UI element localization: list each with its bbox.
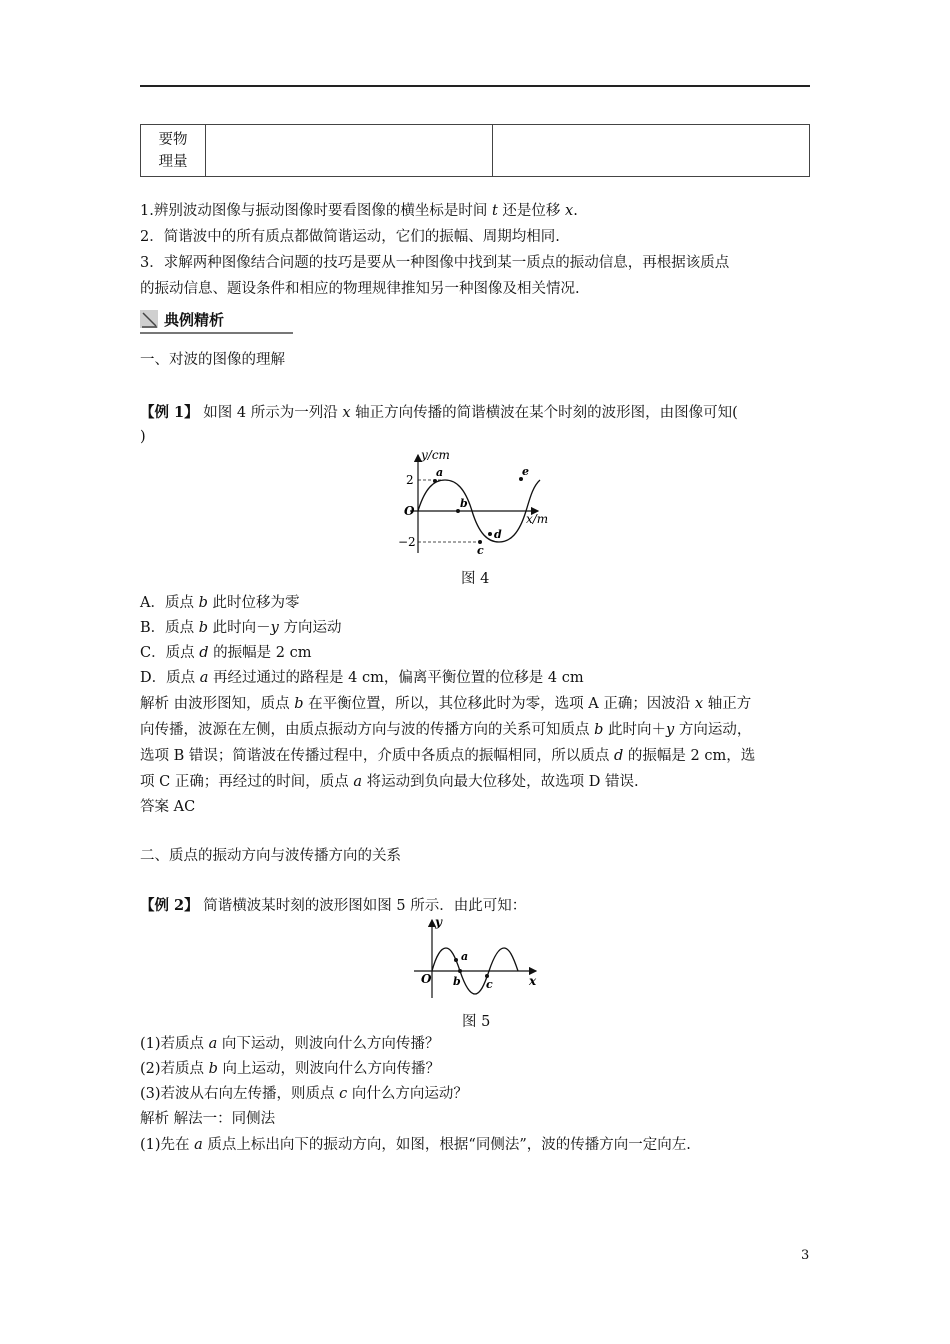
table-row-label <box>141 125 206 177</box>
x-axis-label: x <box>529 974 537 988</box>
row-label-line2: 理量 <box>158 153 188 170</box>
section-title: 典例精析 <box>164 311 225 329</box>
analysis-2-heading: 解析 解法一：同侧法 <box>140 1111 276 1127</box>
option-a: A．质点 b 此时位移为零 <box>140 595 300 611</box>
question-2: (2)若质点 b 向上运动，则波向什么方向传播？ <box>140 1061 441 1077</box>
label-e: e <box>522 465 529 478</box>
part1-heading: 一、对波的图像的理解 <box>140 352 285 368</box>
row-label-line1: 要物 <box>158 131 188 148</box>
origin-label: O <box>404 504 415 518</box>
note-3-line1: 3．求解两种图像结合问题的技巧是要从一种图像中找到某一质点的振动信息，再根据该质点 <box>140 255 730 271</box>
analysis-1-line3: 选项 B 错误；简谐波在传播过程中，介质中各质点的振幅相同，所以质点 d 的振幅是 2 cm，选 <box>140 748 756 764</box>
label-a: a <box>436 466 444 479</box>
label-d: d <box>494 528 502 541</box>
option-b: B．质点 b 此时向－y 方向运动 <box>140 620 342 636</box>
page-number: 3 <box>801 1248 810 1263</box>
part2-heading: 二、质点的振动方向与波传播方向的关系 <box>140 848 401 864</box>
label-b: b <box>460 497 468 510</box>
origin-label: O <box>421 972 432 986</box>
analysis-1-line4: 项 C 正确；再经过的时间，质点 a 将运动到负向最大位移处，故选项 D 错误. <box>140 774 639 790</box>
note-2: 2．简谐波中的所有质点都做简谐运动，它们的振幅、周期均相同. <box>140 229 560 245</box>
table-cell-vibration <box>493 125 810 177</box>
y-axis-label: y/cm <box>421 448 450 462</box>
tick-label-neg2: −2 <box>398 535 416 549</box>
label-c: c <box>477 544 484 557</box>
note-3-line2: 的振动信息、题设条件和相应的物理规律推知另一种图像及相关情况. <box>140 281 580 297</box>
analysis-1-line1: 解析 由波形图知，质点 b 在平衡位置，所以，其位移此时为零，选项 A 正确；因波沿 x 轴正方 <box>140 696 752 712</box>
option-c: C．质点 d 的振幅是 2 cm <box>140 645 312 661</box>
question-3: (3)若波从右向左传播，则质点 c 向什么方向运动？ <box>140 1086 468 1102</box>
point-a <box>433 479 437 483</box>
point-d <box>488 532 492 536</box>
note-1: 1.辨别波动图像与振动图像时要看图像的横坐标是时间 t 还是位移 x. <box>140 203 578 219</box>
example1-stem: 【例 1】 如图 4 所示为一列沿 x 轴正方向传播的简谐横波在某个时刻的波形图，由图像可知( <box>140 404 738 421</box>
figure-5-wave-graph <box>408 914 544 1000</box>
analysis-2-line1: (1)先在 a 质点上标出向下的振动方向，如图，根据“同侧法”，波的传播方向一定向左. <box>140 1137 691 1153</box>
point-a <box>454 958 458 962</box>
label-a: a <box>461 950 469 963</box>
figure-4-caption: 图 4 <box>461 571 490 587</box>
label-c: c <box>486 978 493 991</box>
question-1: (1)若质点 a 向下运动，则波向什么方向传播？ <box>140 1036 440 1052</box>
table-cell-wave <box>206 125 493 177</box>
tick-label-2: 2 <box>406 473 414 487</box>
header-rule <box>140 85 810 87</box>
x-axis-label: x/m <box>526 512 549 526</box>
point-b <box>458 969 462 973</box>
figure-5-caption: 图 5 <box>462 1014 491 1030</box>
comparison-table-fragment <box>140 124 810 177</box>
section-underline <box>140 332 293 334</box>
y-axis-label: y <box>435 915 442 929</box>
option-d: D．质点 a 再经过通过的路程是 4 cm，偏离平衡位置的位移是 4 cm <box>140 670 584 686</box>
example2-stem: 【例 2】 简谐横波某时刻的波形图如图 5 所示．由此可知： <box>140 897 527 914</box>
section-marker-icon <box>140 310 158 328</box>
figure-4-wave-graph <box>390 447 560 559</box>
example1-stem-line2: ) <box>140 429 146 445</box>
analysis-1-line2: 向传播，波源在左侧，由质点振动方向与波的传播方向的关系可知质点 b 此时向＋y 方向运动， <box>140 722 752 738</box>
answer-1: 答案 AC <box>140 799 196 815</box>
label-b: b <box>453 975 461 988</box>
